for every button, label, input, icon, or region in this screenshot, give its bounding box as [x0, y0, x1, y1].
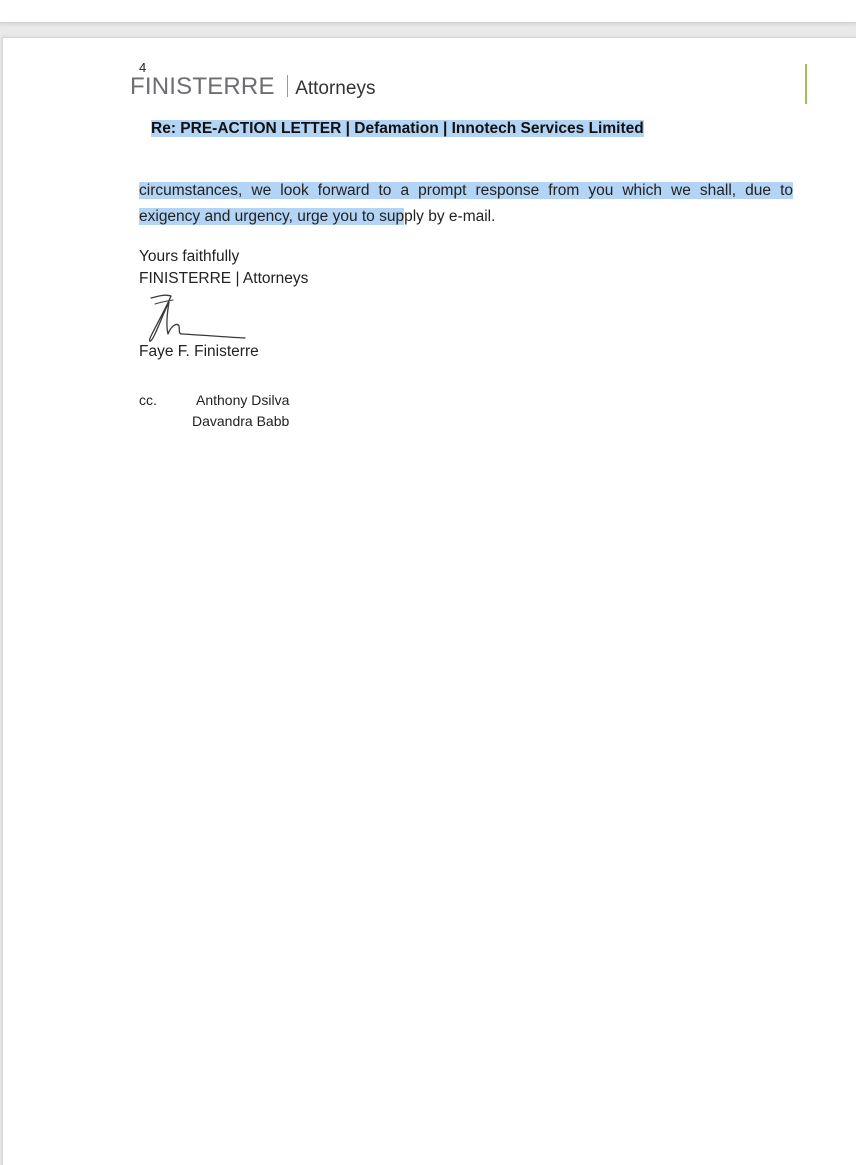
letterhead-divider — [287, 75, 289, 97]
cc-label: cc. — [139, 392, 157, 408]
body-line-1[interactable] — [139, 178, 793, 204]
letterhead-logo — [130, 73, 375, 101]
selected-text[interactable]: exigency and urgency, urge you to sup — [139, 207, 405, 225]
closing-block — [139, 246, 308, 290]
letterhead-subtitle: Attorneys — [295, 78, 376, 99]
subject-line[interactable] — [151, 118, 644, 140]
document-page — [2, 37, 856, 1165]
selected-text[interactable]: circumstances, we look forward to a prompt response from you which we shall, due to — [139, 182, 793, 199]
body-line-2[interactable] — [139, 204, 793, 230]
signer-name: Faye F. Finisterre — [139, 343, 259, 360]
salutation: Yours faithfully — [139, 248, 240, 265]
unselected-text[interactable]: ply by e-mail. — [404, 207, 496, 225]
cc-recipient: Davandra Babb — [192, 412, 290, 429]
cc-recipient: Anthony Dsilva — [196, 392, 290, 408]
closing-firm-line: FINISTERRE | Attorneys — [139, 270, 309, 287]
cc-recipients — [192, 390, 289, 431]
subject-text[interactable]: Re: PRE-ACTION LETTER | Defamation | Innotech Services Limited — [151, 120, 644, 137]
body-paragraph[interactable] — [139, 178, 793, 229]
header-green-rule — [805, 64, 807, 104]
letterhead-firm-name: FINISTERRE — [130, 73, 275, 100]
handwritten-signature — [141, 292, 251, 348]
previous-page-edge — [0, 0, 856, 23]
page-number: 4 — [139, 60, 147, 75]
